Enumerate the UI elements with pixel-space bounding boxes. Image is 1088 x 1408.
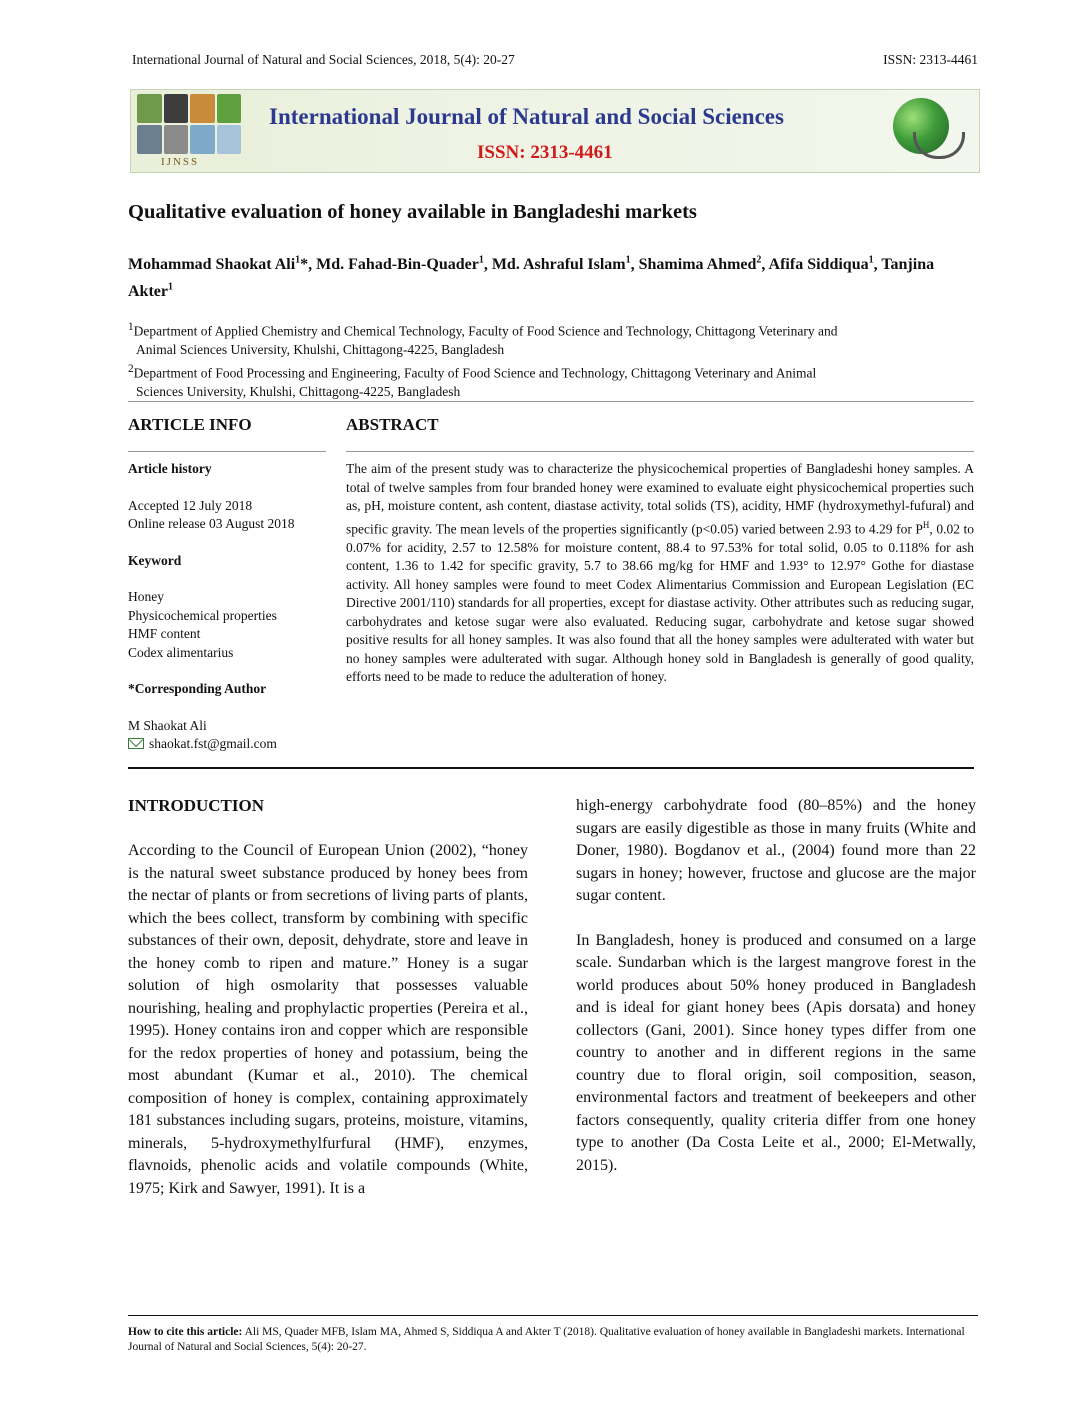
banner-journal-name: International Journal of Natural and Social Sciences	[269, 104, 784, 129]
cite-text: Ali MS, Quader MFB, Islam MA, Ahmed S, Siddiqua A and Akter T (2018). Qualitative evaluation of honey available in Bangladeshi markets. International Journal of Natural and Social Sciences, 5(4): 20-27.	[128, 1326, 965, 1353]
paragraph: high-energy carbohydrate food (80–85%) and the honey sugars are easily digestible as those in many fruits (White and Doner, 1980). Bogdanov et al., (2004) found more than 22 sugars in honey; however, fructose and glucose are the major sugar content.	[576, 797, 976, 904]
abstract-heading: ABSTRACT	[346, 415, 439, 434]
banner-acronym: IJNSS	[161, 156, 200, 168]
paragraph: In Bangladesh, honey is produced and consumed on a large scale. Sundarban which is the largest mangrove forest in the world produces about 50% honey produced in Bangladesh and is ideal for giant honey bees (Apis dorsata) and honey collectors (Gani, 2001). Since honey types differ from one country to another and in different regions in the same country due to floral origin, soil composition, season, environmental factors and treatment of beekeepers and other factors consequently, quality criteria differ from one honey type to another (Da Costa Leite et al., 2000; El-Metwally, 2015).	[576, 931, 976, 1174]
keyword: HMF content	[128, 626, 201, 641]
envelope-icon	[128, 738, 144, 749]
author: Md. Fahad-Bin-Quader$^1$	[316, 255, 484, 274]
corresponding-author-email[interactable]: shaokat.fst@gmail.com	[149, 736, 277, 751]
divider	[128, 767, 974, 769]
online-release-date: Online release 03 August 2018	[128, 516, 295, 531]
keyword: Honey	[128, 589, 164, 604]
corresponding-author-heading: *Corresponding Author	[128, 681, 267, 696]
banner-mosaic-image	[137, 94, 241, 154]
citation-footer	[128, 1325, 978, 1355]
accepted-date: Accepted 12 July 2018	[128, 497, 253, 513]
affiliation: $^2$Department of Food Processing and Engineering, Faculty of Food Science and Technology, Chittagong Veterinary and Animal	[128, 362, 817, 380]
footer-divider	[128, 1315, 978, 1316]
journal-banner	[130, 89, 980, 173]
author: Mohammad Shaokat Ali$^1$*	[128, 255, 309, 274]
author: Shamima Ahmed$^2$	[638, 255, 762, 274]
author: Afifa Siddiqua$^1$	[768, 255, 874, 274]
cite-label: How to cite this article:	[128, 1326, 243, 1338]
keyword: Codex alimentarius	[128, 644, 234, 660]
abstract-text: The aim of the present study was to characterize the physicochemical properties of Bangladeshi honey samples. A total of twelve samples from four branded honey were examined to evaluate eight physicochemical properties such as, pH, moisture content, ash content, diastase activity, total solids (TS), acidity, HMF (hydroxymethyl-fufural) and specific gravity. The mean levels of the properties significantly (p<0.05) varied between 2.93 to 4.29 for $P^H$, 0.02 to 0.07% for acidity, 2.57 to 12.58% for moisture content, 88.4 to 97.53% for total solid, 0.05 to 0.118% for ash content, 1.36 to 1.42 for specific gravity, 5.7 to 38.66 mg/kg for HMF and 1.93° to 12.97° Gothe for diastase activity. All honey samples were found to meet Codex Alimentarius Commission and European Legislation (EC Directive 2001/110) standards for all properties, except for diastase activity. Other attributes such as reducing sugar, carbohydrates and ketose sugar were also evaluated. Reducing sugar, carbohydrate and ketose sugar showed positive results for all honey samples. It was also found that all the honey samples were adulterated with water but no honey samples were adulterated with sugar. Although honey sold in Bangladesh is generally of good quality, efforts need to be made to reduce the adulteration of honey.	[346, 461, 974, 684]
divider	[128, 451, 326, 452]
article-title: Qualitative evaluation of honey available in Bangladeshi markets	[128, 201, 697, 223]
author: Md. Ashraful Islam$^1$	[491, 255, 631, 274]
introduction-right-column	[576, 795, 976, 1177]
affiliation-continued: Sciences University, Khulshi, Chittagong-4225, Bangladesh	[136, 383, 461, 399]
keyword-heading: Keyword	[128, 552, 182, 568]
article-info-heading: ARTICLE INFO	[128, 415, 252, 434]
affiliations	[128, 318, 978, 401]
affiliation: $^1$Department of Applied Chemistry and Chemical Technology, Faculty of Food Science and Technology, Chittagong Veterinary and	[128, 321, 838, 339]
running-header	[132, 52, 978, 68]
corresponding-author-name: M Shaokat Ali	[128, 717, 207, 733]
article-info	[128, 460, 328, 754]
paragraph: According to the Council of European Union (2002), “honey is the natural sweet substance produced by honey bees from the nectar of plants or from secretions of living parts of plants, which the bees collect, transform by combining with specific substances of their own, deposit, dehydrate, store and leave in the honey comb to ripen and mature.” Honey is a sugar solution of high osmolarity that possesses valuable nourishing, healing and prophylactic properties (Pereira et al., 1995). Honey contains iron and copper which are responsible for the redox properties of honey and potassium, being the most abundant (Kumar et al., 2010). The chemical composition of honey is complex, containing approximately 181 substances including sugars, proteins, moisture, vitamins, minerals, 5-hydroxymethylfurfural (HMF), enzymes, flavnoids, phenolic acids and volatile compounds (White, 1975; Kirk and Sawyer, 1991). It is a	[128, 842, 528, 1197]
running-header-issn: ISSN: 2313-4461	[883, 52, 978, 67]
author: Tanjina Akter$^1$	[128, 256, 935, 300]
introduction-heading: INTRODUCTION	[128, 796, 265, 815]
running-header-journal: International Journal of Natural and Social Sciences, 2018, 5(4): 20-27	[132, 52, 515, 67]
author-list: Mohammad Shaokat Ali$^1$*, Md. Fahad-Bin-Quader$^1$, Md. Ashraful Islam$^1$, Shamima Ahmed$^2$, Afifa Siddiqua$^1$, Tanjina Akter$^1$	[128, 255, 935, 300]
article-history-heading: Article history	[128, 461, 212, 476]
banner-issn: ISSN: 2313-4461	[477, 142, 613, 163]
stethoscope-icon	[913, 132, 965, 159]
divider	[128, 401, 974, 402]
affiliation-continued: Animal Sciences University, Khulshi, Chittagong-4225, Bangladesh	[136, 342, 505, 357]
introduction-left-column	[128, 840, 528, 1200]
corresponding-author-email-line	[128, 735, 328, 754]
divider	[346, 451, 974, 452]
keyword: Physicochemical properties	[128, 607, 277, 623]
